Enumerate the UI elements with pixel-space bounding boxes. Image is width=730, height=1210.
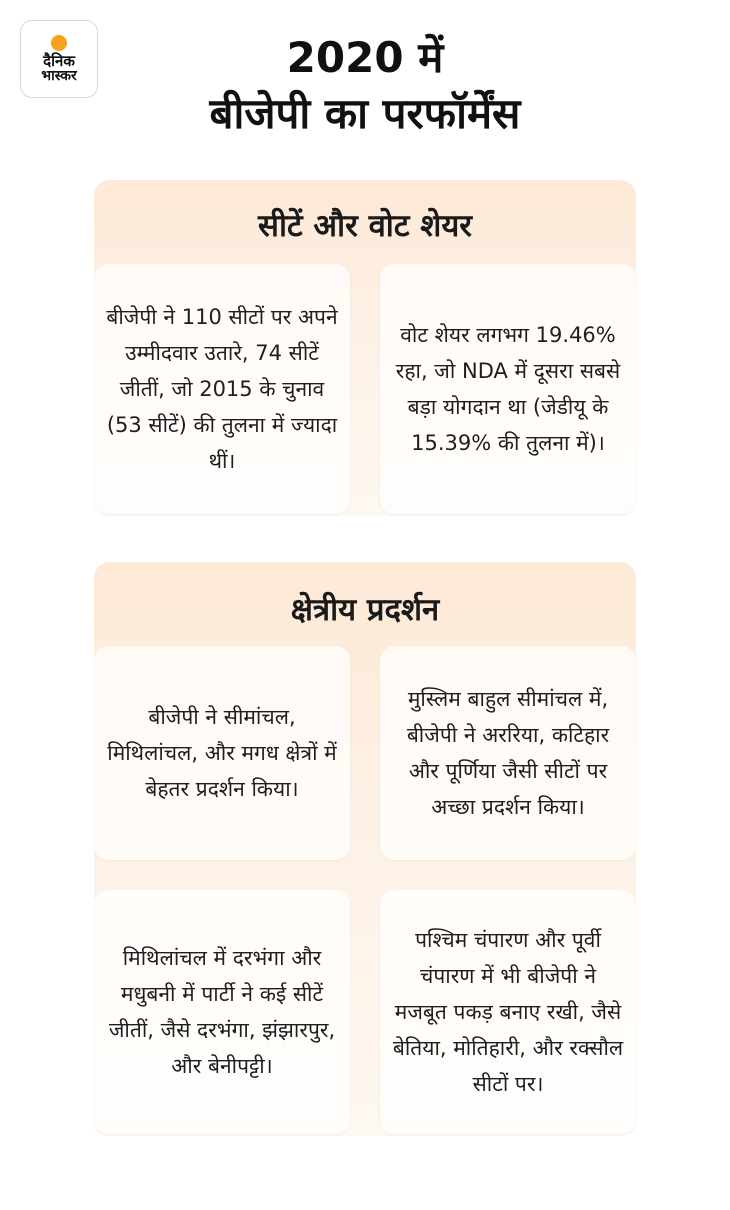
info-card: [94, 646, 350, 860]
card-text: बीजेपी ने सीमांचल, मिथिलांचल, और मगध क्षेत्रों में बेहतर प्रदर्शन किया।: [107, 705, 337, 801]
regional-performance-panel: [94, 562, 636, 1136]
card-text: वोट शेयर लगभग 19.46% रहा, जो NDA में दूसरा सबसे बड़ा योगदान था (जेडीयू के 15.39% की तुलना में)।: [395, 323, 621, 455]
card-text: मिथिलांचल में दरभंगा और मधुबनी में पार्टी ने कई सीटें जीतीं, जैसे दरभंगा, झंझारपुर, और बेनीपट्टी।: [108, 946, 336, 1078]
page-title: [0, 30, 730, 142]
card-text: बीजेपी ने 110 सीटों पर अपने उम्मीदवार उतारे, 74 सीटें जीतीं, जो 2015 के चुनाव (53 सीटें) की तुलना में ज्यादा थीं।: [106, 305, 338, 473]
page-title-line2: बीजेपी का परफॉर्मेंस: [209, 89, 521, 138]
info-card: [380, 890, 636, 1134]
info-card: [94, 264, 350, 514]
card-text: पश्चिम चंपारण और पूर्वी चंपारण में भी बीजेपी ने मजबूत पकड़ बनाए रखी, जैसे बेतिया, मोतिहारी, और रक्सौल सीटों पर।: [392, 928, 624, 1096]
page-title-line1: 2020 में: [286, 33, 444, 82]
section-title: सीटें और वोट शेयर: [257, 208, 472, 244]
seats-vote-share-panel: [94, 180, 636, 516]
logo-line1: दैनिक: [43, 51, 75, 70]
info-card: [94, 890, 350, 1134]
card-text: मुस्लिम बाहुल सीमांचल में, बीजेपी ने अररिया, कटिहार और पूर्णिया जैसी सीटों पर अच्छा प्रदर्शन किया।: [406, 687, 610, 819]
section-title: क्षेत्रीय प्रदर्शन: [290, 592, 440, 628]
logo-line2: भास्कर: [41, 67, 77, 84]
info-card: [380, 264, 636, 514]
info-card: [380, 646, 636, 860]
